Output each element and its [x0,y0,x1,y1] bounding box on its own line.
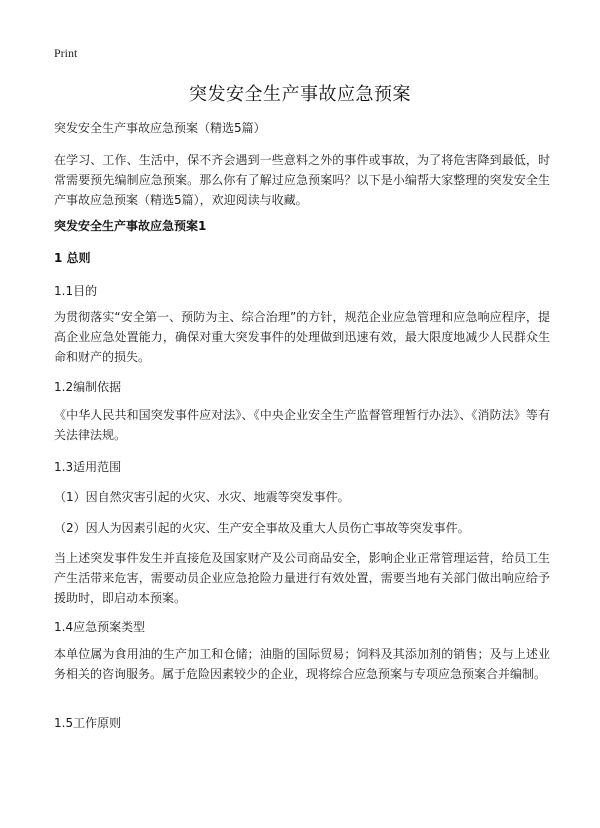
list-item-1-3-1: （1）因自然灾害引起的火灾、水灾、地震等突发事件。 [54,490,350,504]
document-subtitle: 突发安全生产事故应急预案（精选5篇） [54,121,266,135]
heading-1-4: 1.4应急预案类型 [54,620,146,634]
paragraph-1-1: 为贯彻落实“安全第一、预防为主、综合治理”的方针，规范企业应急管理和应急响应程序，提高企业应急处置能力，确保对重大突发事件的处理做到迅速有效，最大限度地减少人民群众生命和财产的损失。 [54,310,550,364]
heading-1-3: 1.3适用范围 [54,460,122,474]
list-item-1-3-2: （2）因人为因素引起的火灾、生产安全事故及重大人员伤亡事故等突发事件。 [54,521,470,535]
chapter-heading: 1 总则 [54,251,91,265]
print-label: Print [54,46,78,60]
heading-1-2: 1.2编制依据 [54,380,122,394]
page-title: 突发安全生产事故应急预案 [189,84,411,105]
section-heading: 突发安全生产事故应急预案1 [54,219,207,233]
heading-1-1: 1.1目的 [54,284,98,298]
paragraph-1-4: 本单位属为食用油的生产加工和仓储；油脂的国际贸易；饲料及其添加剂的销售；及与上述业务相关的咨询服务。属于危险因素较少的企业，现将综合应急预案与专项应急预案合并编制。 [54,647,550,681]
intro-paragraph: 在学习、工作、生活中，保不齐会遇到一些意料之外的事件或事故，为了将危害降到最低，时常需要预先编制应急预案。那么你有了解过应急预案吗？以下是小编帮大家整理的突发安全生产事故应急预案（精选5篇），欢迎阅读与收藏。 [54,153,550,207]
paragraph-1-3: 当上述突发事件发生并直接危及国家财产及公司商品安全，影响企业正常管理运营，给员工生产生活带来危害，需要动员企业应急抢险力量进行有效处置，需要当地有关部门做出响应给予援助时，即启动本预案。 [54,551,550,605]
paragraph-1-2: 《中华人民共和国突发事件应对法》、《中央企业安全生产监督管理暂行办法》、《消防法》等有关法律法规。 [54,408,550,442]
heading-1-5: 1.5工作原则 [54,716,122,730]
